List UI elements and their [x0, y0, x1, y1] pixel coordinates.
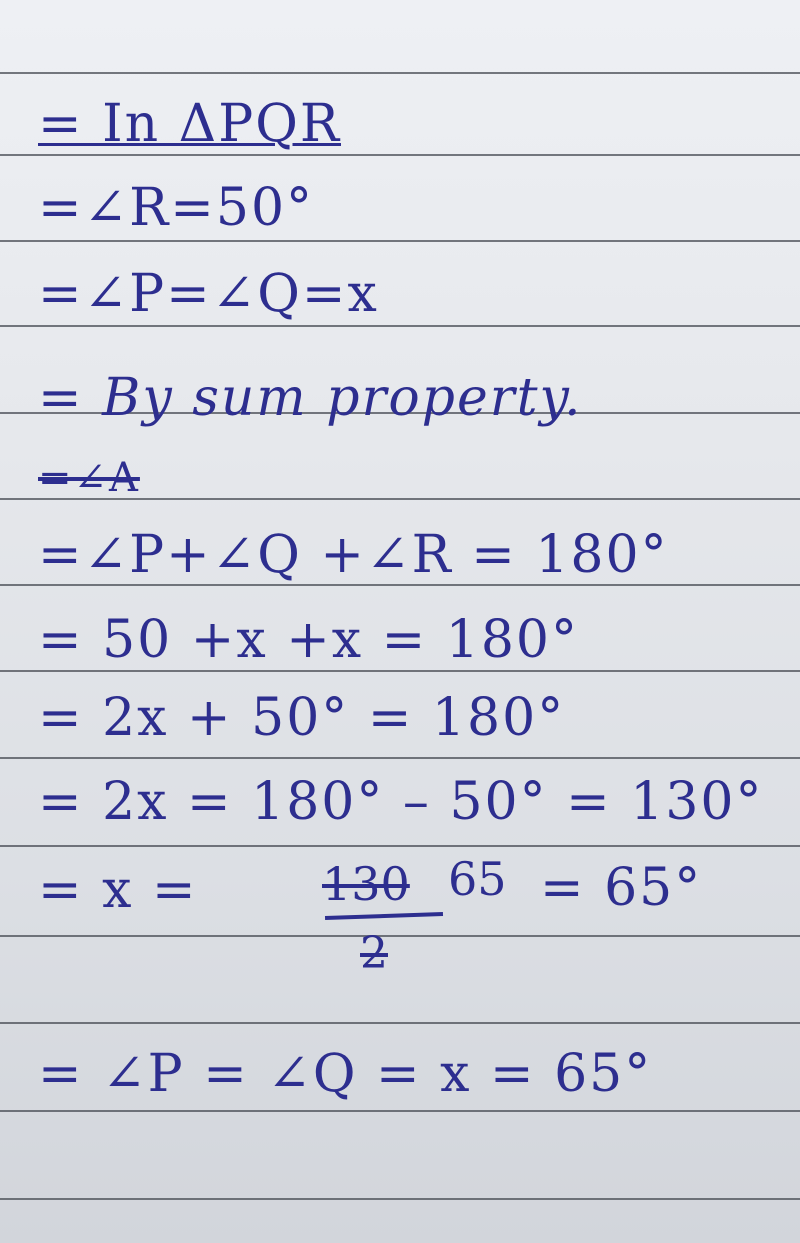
fraction-numerator: 130 — [322, 857, 410, 911]
ruled-line — [0, 1198, 800, 1200]
fraction-denominator: 2 — [360, 928, 388, 979]
ruled-line — [0, 1022, 800, 1024]
substitution-line: = 50 +x +x = 180° — [38, 610, 579, 670]
final-answer-line: = ∠P = ∠Q = x = 65° — [38, 1044, 653, 1104]
struck-out-line: =∠A — [38, 455, 140, 501]
ruled-line — [0, 240, 800, 242]
fraction-result: = 65° — [540, 858, 703, 918]
combine-terms-line: = 2x + 50° = 180° — [38, 688, 566, 748]
ruled-line — [0, 670, 800, 672]
x-equals-line: = x = — [38, 860, 198, 920]
subtraction-line: = 2x = 180° – 50° = 130° — [38, 772, 764, 832]
ruled-line — [0, 1110, 800, 1112]
ruled-line — [0, 935, 800, 937]
heading-line: = In ΔPQR — [38, 94, 341, 154]
ruled-line — [0, 845, 800, 847]
ruled-line — [0, 72, 800, 74]
ruled-line — [0, 325, 800, 327]
equal-angles-line: =∠P=∠Q=x — [38, 264, 379, 324]
fraction-bar — [325, 912, 443, 920]
ruled-line — [0, 154, 800, 156]
angle-sum-line: =∠P+∠Q +∠R = 180° — [38, 525, 669, 585]
cancelled-value: 65 — [448, 852, 507, 906]
sum-property-line: = By sum property. — [38, 368, 583, 428]
ruled-line — [0, 757, 800, 759]
given-angle-r-line: =∠R=50° — [38, 178, 315, 238]
